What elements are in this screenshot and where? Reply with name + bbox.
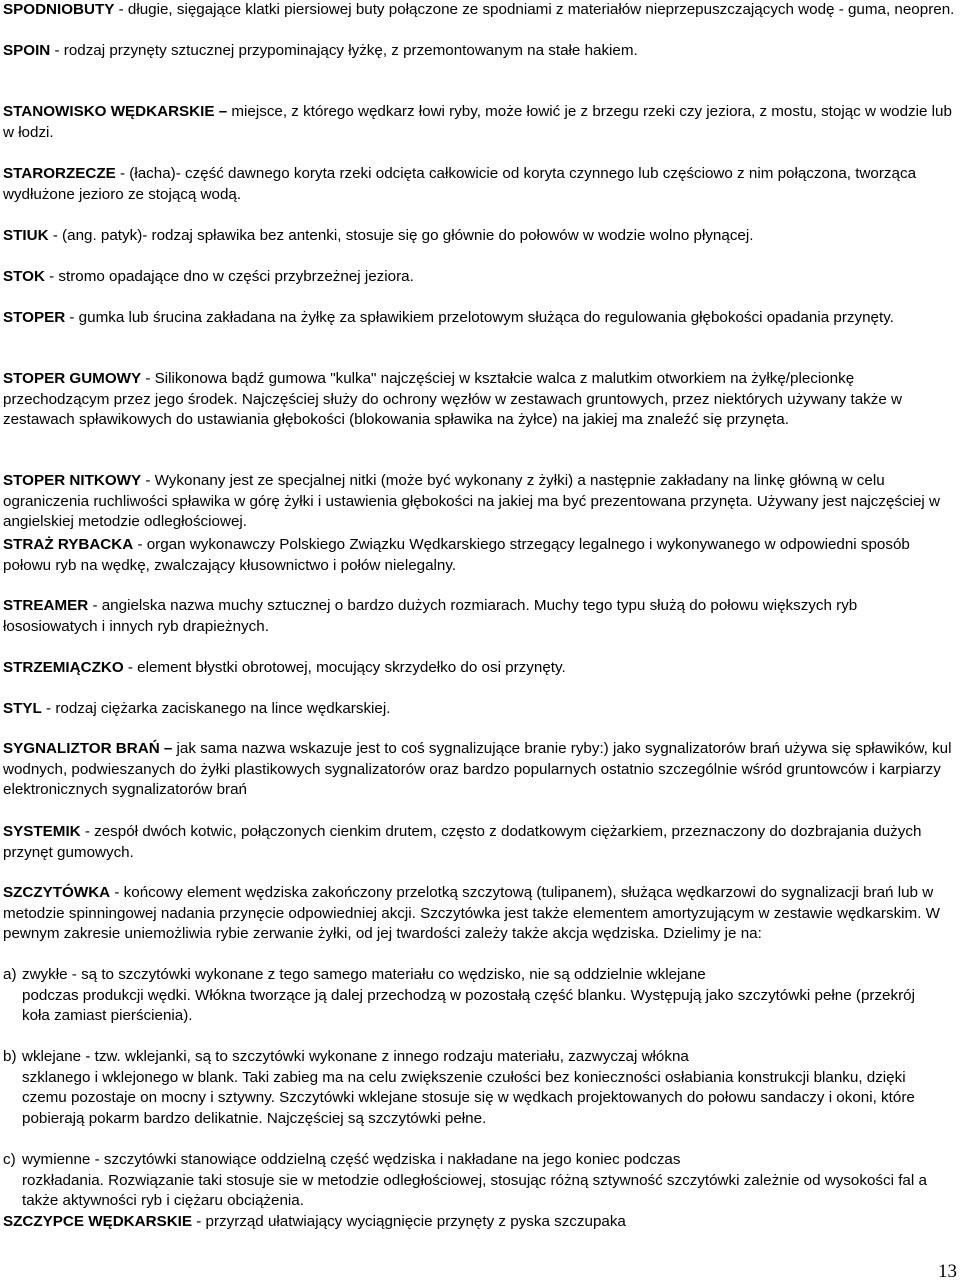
entry-stoper-nitkowy (3, 471, 955, 533)
entry-stanowisko-wedkarskie (3, 102, 955, 143)
entry-spoin (3, 41, 955, 62)
entry-spodniobuty (3, 0, 955, 21)
entry-definition: jak sama nazwa wskazuje jest to coś sygnalizujące branie ryby:) jako sygnalizatorów brań używa się spławików, kul wodnych, podwieszanych do żyłki plastikowych sygnalizatorów oraz bardzo popularnych ostatnio szczególnie wśród gruntowców i karpiarzy elektronicznych sygnalizatorów brań (3, 740, 952, 798)
list-marker: a) (3, 966, 17, 983)
list-item-continuation: szklanego i wklejonego w blank. Taki zabieg ma na celu zwiększenie czułości bez konieczności osłabiania konstrukcji blanku, dzięki czemu pozostaje on mocny i sztywny. Szczytówki wklejane stosuje się w wędkach projektowanych do połowu sandaczy i okoni, które pobierają pokarm bardzo delikatnie. Najczęściej są szczytówki pełne. (22, 1068, 915, 1127)
entry-definition: - element błystki obrotowej, mocujący skrzydełko do osi przynęty. (123, 659, 566, 676)
entry-definition: - Silikonowa bądź gumowa "kulka" najczęściej w kształcie walca z malutkim otworkiem na żyłkę/plecionkę przechodzącym przez jego środek. Najczęściej służy do ochrony węzłów w zestawach gruntowych, przez niektórych używany także w zestawach spławikowych do ustawiania głębokości (blokowania spławika na żyłce) na jakiej ma znaleźć się przynęta. (3, 370, 902, 428)
entry-starorzecze (3, 164, 955, 205)
entry-term: STARORZECZE (3, 165, 116, 182)
entry-strzemiaczko (3, 658, 955, 679)
entry-term: STYL (3, 700, 42, 717)
list-item-first-line: wklejane - tzw. wklejanki, są to szczytówki wykonane z innego rodzaju materiału, zazwyczaj włókna (22, 1048, 689, 1065)
entry-term: STRZEMIĄCZKO (3, 659, 124, 676)
list-item-first-line: wymienne - szczytówki stanowiące oddzielną część wędziska i nakładane na jego koniec podczas (22, 1151, 681, 1168)
entry-szczypce-wedkarskie (3, 1212, 955, 1233)
list-marker: b) (3, 1048, 17, 1065)
entry-definition: - końcowy element wędziska zakończony przelotką szczytową (tulipanem), służąca wędkarzowi do sygnalizacji brań lub w metodzie spinningowej nadania przynęcie odpowiedniej akcji. Szczytówka jest także elementem amortyzującym w zestawie wędkarskim. W pewnym zakresie uniemożliwia rybie zerwanie żyłki, od jej twardości zależy także akcja wędziska. Dzielimy je na: (3, 884, 940, 942)
entry-definition: - rodzaj ciężarka zaciskanego na lince wędkarskiej. (41, 700, 391, 717)
entry-definition: - przyrząd ułatwiający wyciągnięcie przynęty z pyska szczupaka (192, 1213, 626, 1230)
szczytowka-type-b (3, 1047, 933, 1129)
entry-term: STOK (3, 268, 45, 285)
entry-term: STOPER GUMOWY (3, 370, 142, 387)
entry-stok (3, 267, 955, 288)
entry-term: STREAMER (3, 597, 89, 614)
entry-definition: miejsce, z którego wędkarz łowi ryby, może łowić je z brzegu rzeki czy jeziora, z mostu, stojąc w wodzie lub w łodzi. (3, 103, 952, 141)
entry-streamer (3, 596, 955, 637)
entry-definition: - organ wykonawczy Polskiego Związku Wędkarskiego strzegący legalnego i wykonywanego w odpowiedni sposób połowu ryb na wędkę, zwalczający kłusownictwo i połów nielegalny. (3, 536, 910, 574)
entry-definition: - stromo opadające dno w części przybrzeżnej jeziora. (44, 268, 414, 285)
list-item-continuation: rozkładania. Rozwiązanie taki stosuje sie w metodzie odległościowej, stosując różną sztywność szczytówki zależnie od wysokości fal a także aktywności ryb i ciężaru obciążenia. (22, 1171, 927, 1209)
entry-stoper (3, 308, 955, 329)
entry-term: STANOWISKO WĘDKARSKIE – (3, 103, 228, 120)
szczytowka-type-c (3, 1150, 933, 1212)
entry-term: SZCZYPCE WĘDKARSKIE (3, 1213, 193, 1230)
entry-definition: - (łacha)- część dawnego koryta rzeki odcięta całkowicie od koryta czynnego lub częściowo z nim połączona, tworząca wydłużone jezioro ze stojącą wodą. (3, 165, 917, 203)
entry-systemik (3, 822, 955, 863)
entry-term: STRAŻ RYBACKA (3, 536, 134, 553)
entry-definition: - Wykonany jest ze specjalnej nitki (może być wykonany z żyłki) a następnie zakładany na linkę główną w celu ograniczenia ruchliwości spławika w górę żyłki i ustawienia głębokości na jakiej ma być prezentowana przynęta. Używany jest najczęściej w angielskiej metodzie odległościowej. (3, 472, 940, 530)
entry-term: SYGNALIZTOR BRAŃ – (3, 740, 173, 757)
entry-straz-rybacka (3, 535, 955, 576)
entry-term: SPODNIOBUTY (3, 1, 115, 18)
entry-szczytowka (3, 883, 955, 945)
entry-term: SPOIN (3, 42, 51, 59)
list-marker: c) (3, 1151, 16, 1168)
entry-term: STOPER NITKOWY (3, 472, 142, 489)
entry-stiuk (3, 226, 955, 247)
entry-definition: - (ang. patyk)- rodzaj spławika bez antenki, stosuje się go głównie do połowów w wodzie wolno płynącej. (48, 227, 754, 244)
szczytowka-type-a (3, 965, 933, 1027)
entry-styl (3, 699, 955, 720)
entry-definition: - rodzaj przynęty sztucznej przypominający łyżkę, z przemontowanym na stałe hakiem. (50, 42, 638, 59)
entry-definition: - gumka lub śrucina zakładana na żyłkę za spławikiem przelotowym służąca do regulowania głębokości opadania przynęty. (65, 309, 894, 326)
entry-definition: - angielska nazwa muchy sztucznej o bardzo dużych rozmiarach. Muchy tego typu służą do połowu większych ryb łososiowatych i innych ryb drapieżnych. (3, 597, 858, 635)
entry-term: SZCZYTÓWKA (3, 884, 111, 901)
list-item-first-line: zwykłe - są to szczytówki wykonane z tego samego materiału co wędzisko, nie są oddzielnie wklejane (22, 966, 706, 983)
entry-definition: - zespół dwóch kotwic, połączonych cienkim drutem, często z dodatkowym ciężarkiem, przeznaczony do dozbrajania dużych przynęt gumowych. (3, 823, 922, 861)
entry-stoper-gumowy (3, 369, 955, 431)
entry-term: STOPER (3, 309, 66, 326)
entry-sygnaliztor-bran (3, 739, 955, 801)
page-number: 13 (938, 1261, 957, 1282)
entry-definition: - długie, sięgające klatki piersiowej buty połączone ze spodniami z materiałów nieprzepuszczających wodę - guma, neopren. (114, 1, 955, 18)
entry-term: SYSTEMIK (3, 823, 81, 840)
entry-term: STIUK (3, 227, 49, 244)
list-item-continuation: podczas produkcji wędki. Włókna tworzące ją dalej przechodzą w pozostałą część blanku. Występują jako szczytówki pełne (przekrój koła zamiast pierścienia). (22, 986, 915, 1024)
